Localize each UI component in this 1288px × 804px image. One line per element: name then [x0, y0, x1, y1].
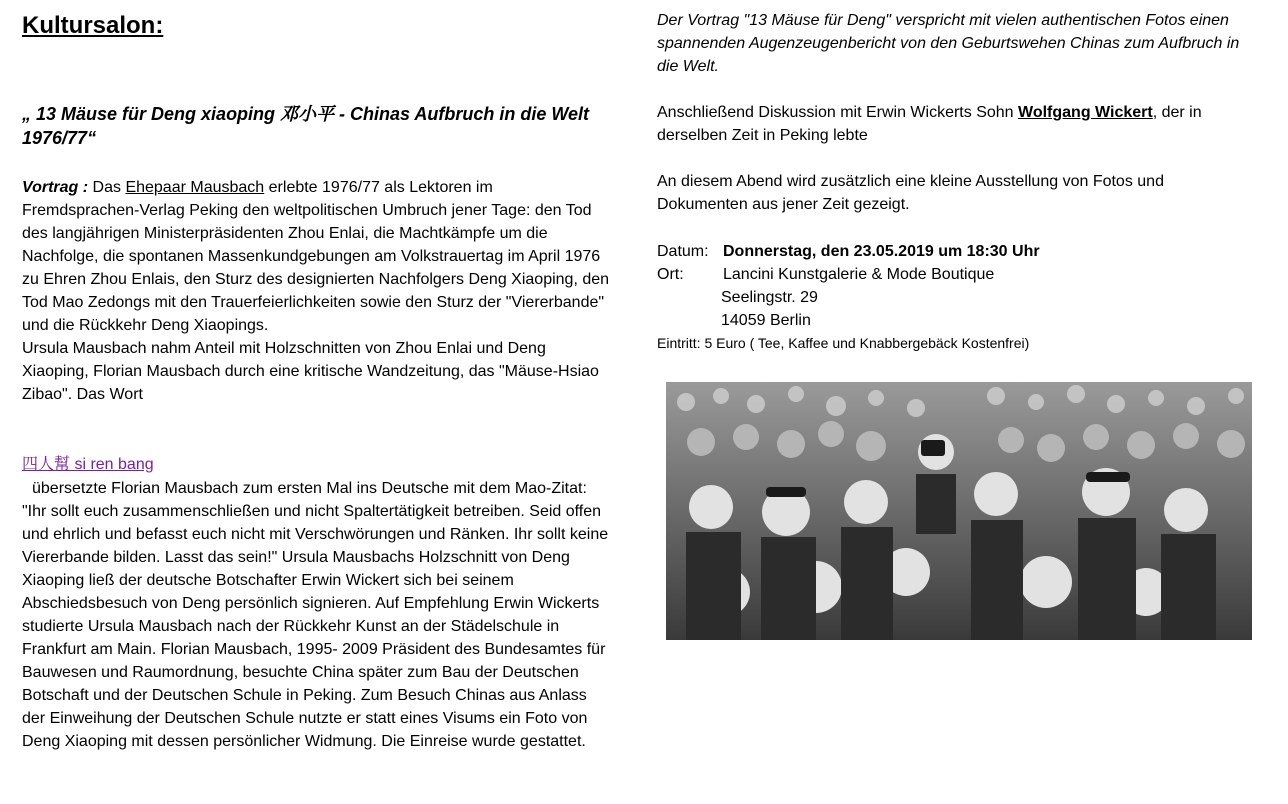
admission-info: Eintritt: 5 Euro ( Tee, Kaffee und Knabbergebäck Kostenfrei) [657, 335, 1030, 351]
ehepaar-link[interactable]: Ehepaar Mausbach [125, 179, 265, 196]
woodcut-text: Ursula Mausbach nahm Anteil mit Holzschnitten von Zhou Enlai und Deng Xiaoping, Florian Mausbach durch eine kritische Wandzeitung, das "Mäuse-Hsiao Zibao". Das Wort [22, 340, 599, 403]
term-paragraph [22, 453, 154, 476]
page-heading: Kultursalon: [22, 12, 164, 39]
lecture-paragraph [22, 176, 612, 406]
crowd-photo [666, 382, 1252, 640]
location-line-1: Lancini Kunstgalerie & Mode Boutique [723, 266, 995, 283]
date-row [657, 240, 1040, 263]
discussion-text-end: , der in derselben Zeit in Peking lebte [657, 104, 1202, 144]
location-label: Ort: [657, 266, 684, 283]
discussion-text: Anschließend Diskussion mit Erwin Wickerts Sohn [657, 104, 1014, 121]
si-ren-bang-link[interactable]: 四人幫 si ren bang [22, 456, 154, 473]
date-label: Datum: [657, 243, 709, 260]
location-line-3: 14059 Berlin [721, 312, 811, 329]
translation-paragraph: übersetzte Florian Mausbach zum ersten Mal ins Deutsche mit dem Mao-Zitat: "Ihr sollt euch zusammenschließen und nicht Spaltertätigkeit betreiben. Seid offen und ehrlich und befasst euch nicht mit Verschwörungen und Ränken. Ihr sollt keine Viererbande bilden. Lasst das sein!" Ursula Mausbachs Holzschnitt von Deng Xiaoping ließ der deutsche Botschafter Erwin Wickert sich bei seinem Abschiedsbesuch von Deng persönlich signieren. Auf Empfehlung Erwin Wickerts studierte Ursula Mausbach nach der Rückkehr Kunst an der Städelschule in Frankfurt am Main. Florian Mausbach, 1995- 2009 Präsident des Bundesamtes für Bauwesen und Raumordnung, besuchte China später zum Bau der Deutschen Botschaft und der Deutschen Schule in Peking. Zum Besuch Chinas aus Anlass der Einweihung der Deutschen Schule nutzte er statt eines Visums ein Foto von Deng Xiaoping mit dessen persönlicher Widmung. Die Einreise wurde gestattet. [22, 480, 609, 750]
wolfgang-wickert-name: Wolfgang Wickert [1018, 104, 1153, 121]
location-row [657, 263, 994, 286]
intro-word: Das [92, 179, 121, 196]
lecture-text: erlebte 1976/77 als Lektoren im Fremdsprachen-Verlag Peking den weltpolitischen Umbruch jener Tage: den Tod des langjährigen Ministerpräsidenten Zhou Enlai, die Machtkämpfe um die Nachfolge, die spontanen Massenkundgebungen am Volkstrauertag im April 1976 zu Ehren Zhou Enlais, den Sturz des designierten Nachfolgers Deng Xiaoping, den Tod Mao Zedongs mit den Trauerfeierlichkeiten sowie den Sturz der "Viererbande" und die Rückkehr Deng Xiaopings. [22, 179, 610, 334]
event-title: „ 13 Mäuse für Deng xiaoping 邓小平 - Chinas Aufbruch in die Welt 1976/77“ [22, 104, 590, 148]
crowd-photo-image [666, 382, 1252, 640]
location-line-2: Seelingstr. 29 [721, 289, 818, 306]
exhibition-paragraph: An diesem Abend wird zusätzlich eine kleine Ausstellung von Fotos und Dokumenten aus jener Zeit gezeigt. [657, 173, 1164, 213]
intro-paragraph: Der Vortrag "13 Mäuse für Deng" verspricht mit vielen authentischen Fotos einen spannenden Augenzeugenbericht von den Geburtswehen Chinas zum Aufbruch in die Welt. [657, 12, 1240, 75]
discussion-paragraph [657, 101, 1247, 147]
vortrag-label: Vortrag : [22, 179, 89, 196]
date-value: Donnerstag, den 23.05.2019 um 18:30 Uhr [723, 243, 1040, 260]
